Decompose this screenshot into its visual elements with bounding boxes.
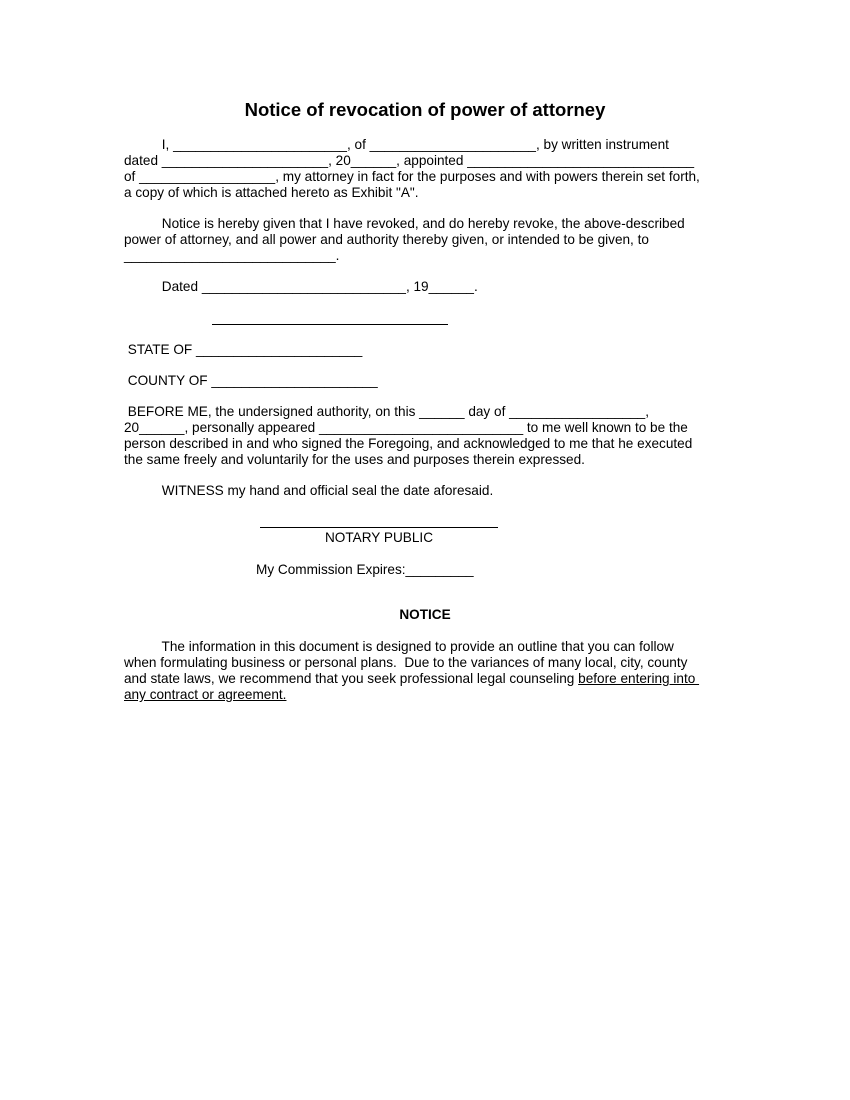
- state-line: STATE OF ______________________: [124, 342, 363, 357]
- county-line: COUNTY OF ______________________: [124, 373, 378, 388]
- notary-signature-line: [260, 527, 498, 528]
- commission-expires-line: My Commission Expires:_________: [256, 562, 474, 577]
- notice-body-line-2: when formulating business or personal plans. Due to the variances of many local, city, county: [124, 655, 688, 670]
- before-me-line-4: the same freely and voluntarily for the uses and purposes therein expressed.: [124, 452, 585, 467]
- before-me-line-3: person described in and who signed the Foregoing, and acknowledged to me that he executed: [124, 436, 693, 451]
- notice-heading: NOTICE: [399, 607, 451, 622]
- revocation-line-4: a copy of which is attached hereto as Exhibit "A".: [124, 185, 419, 200]
- notice-body-line-3: [124, 671, 699, 687]
- notice-given-line-1: Notice is hereby given that I have revoked, and do hereby revoke, the above-described: [124, 216, 685, 231]
- dated-line: Dated ___________________________, 19______.: [124, 279, 478, 294]
- notice-given-line-3: ____________________________.: [124, 248, 340, 263]
- revocation-line-1: I, _______________________, of ______________________, by written instrument: [124, 137, 669, 152]
- principal-signature-line: [212, 324, 448, 325]
- revocation-line-2: dated ______________________, 20______, appointed ______________________________: [124, 153, 695, 168]
- notice-given-line-2: power of attorney, and all power and authority thereby given, or intended to be given, to: [124, 232, 649, 247]
- notice-body-line-1: The information in this document is designed to provide an outline that you can follow: [124, 639, 674, 654]
- before-me-line-1: BEFORE ME, the undersigned authority, on this ______ day of __________________,: [124, 404, 649, 419]
- notary-public-label: NOTARY PUBLIC: [324, 530, 434, 545]
- document-title: Notice of revocation of power of attorney: [244, 99, 606, 120]
- witness-line: WITNESS my hand and official seal the date aforesaid.: [124, 483, 494, 498]
- notice-body-line-4: any contract or agreement.: [124, 687, 287, 702]
- before-me-line-2: 20______, personally appeared ___________________________ to me well known to be the: [124, 420, 688, 435]
- notice-body-line-3-text: and state laws, we recommend that you seek professional legal counseling: [124, 671, 579, 686]
- revocation-line-3: of __________________, my attorney in fact for the purposes and with powers therein set forth,: [124, 169, 700, 184]
- notice-body-underlined-text: before entering into: [578, 671, 700, 686]
